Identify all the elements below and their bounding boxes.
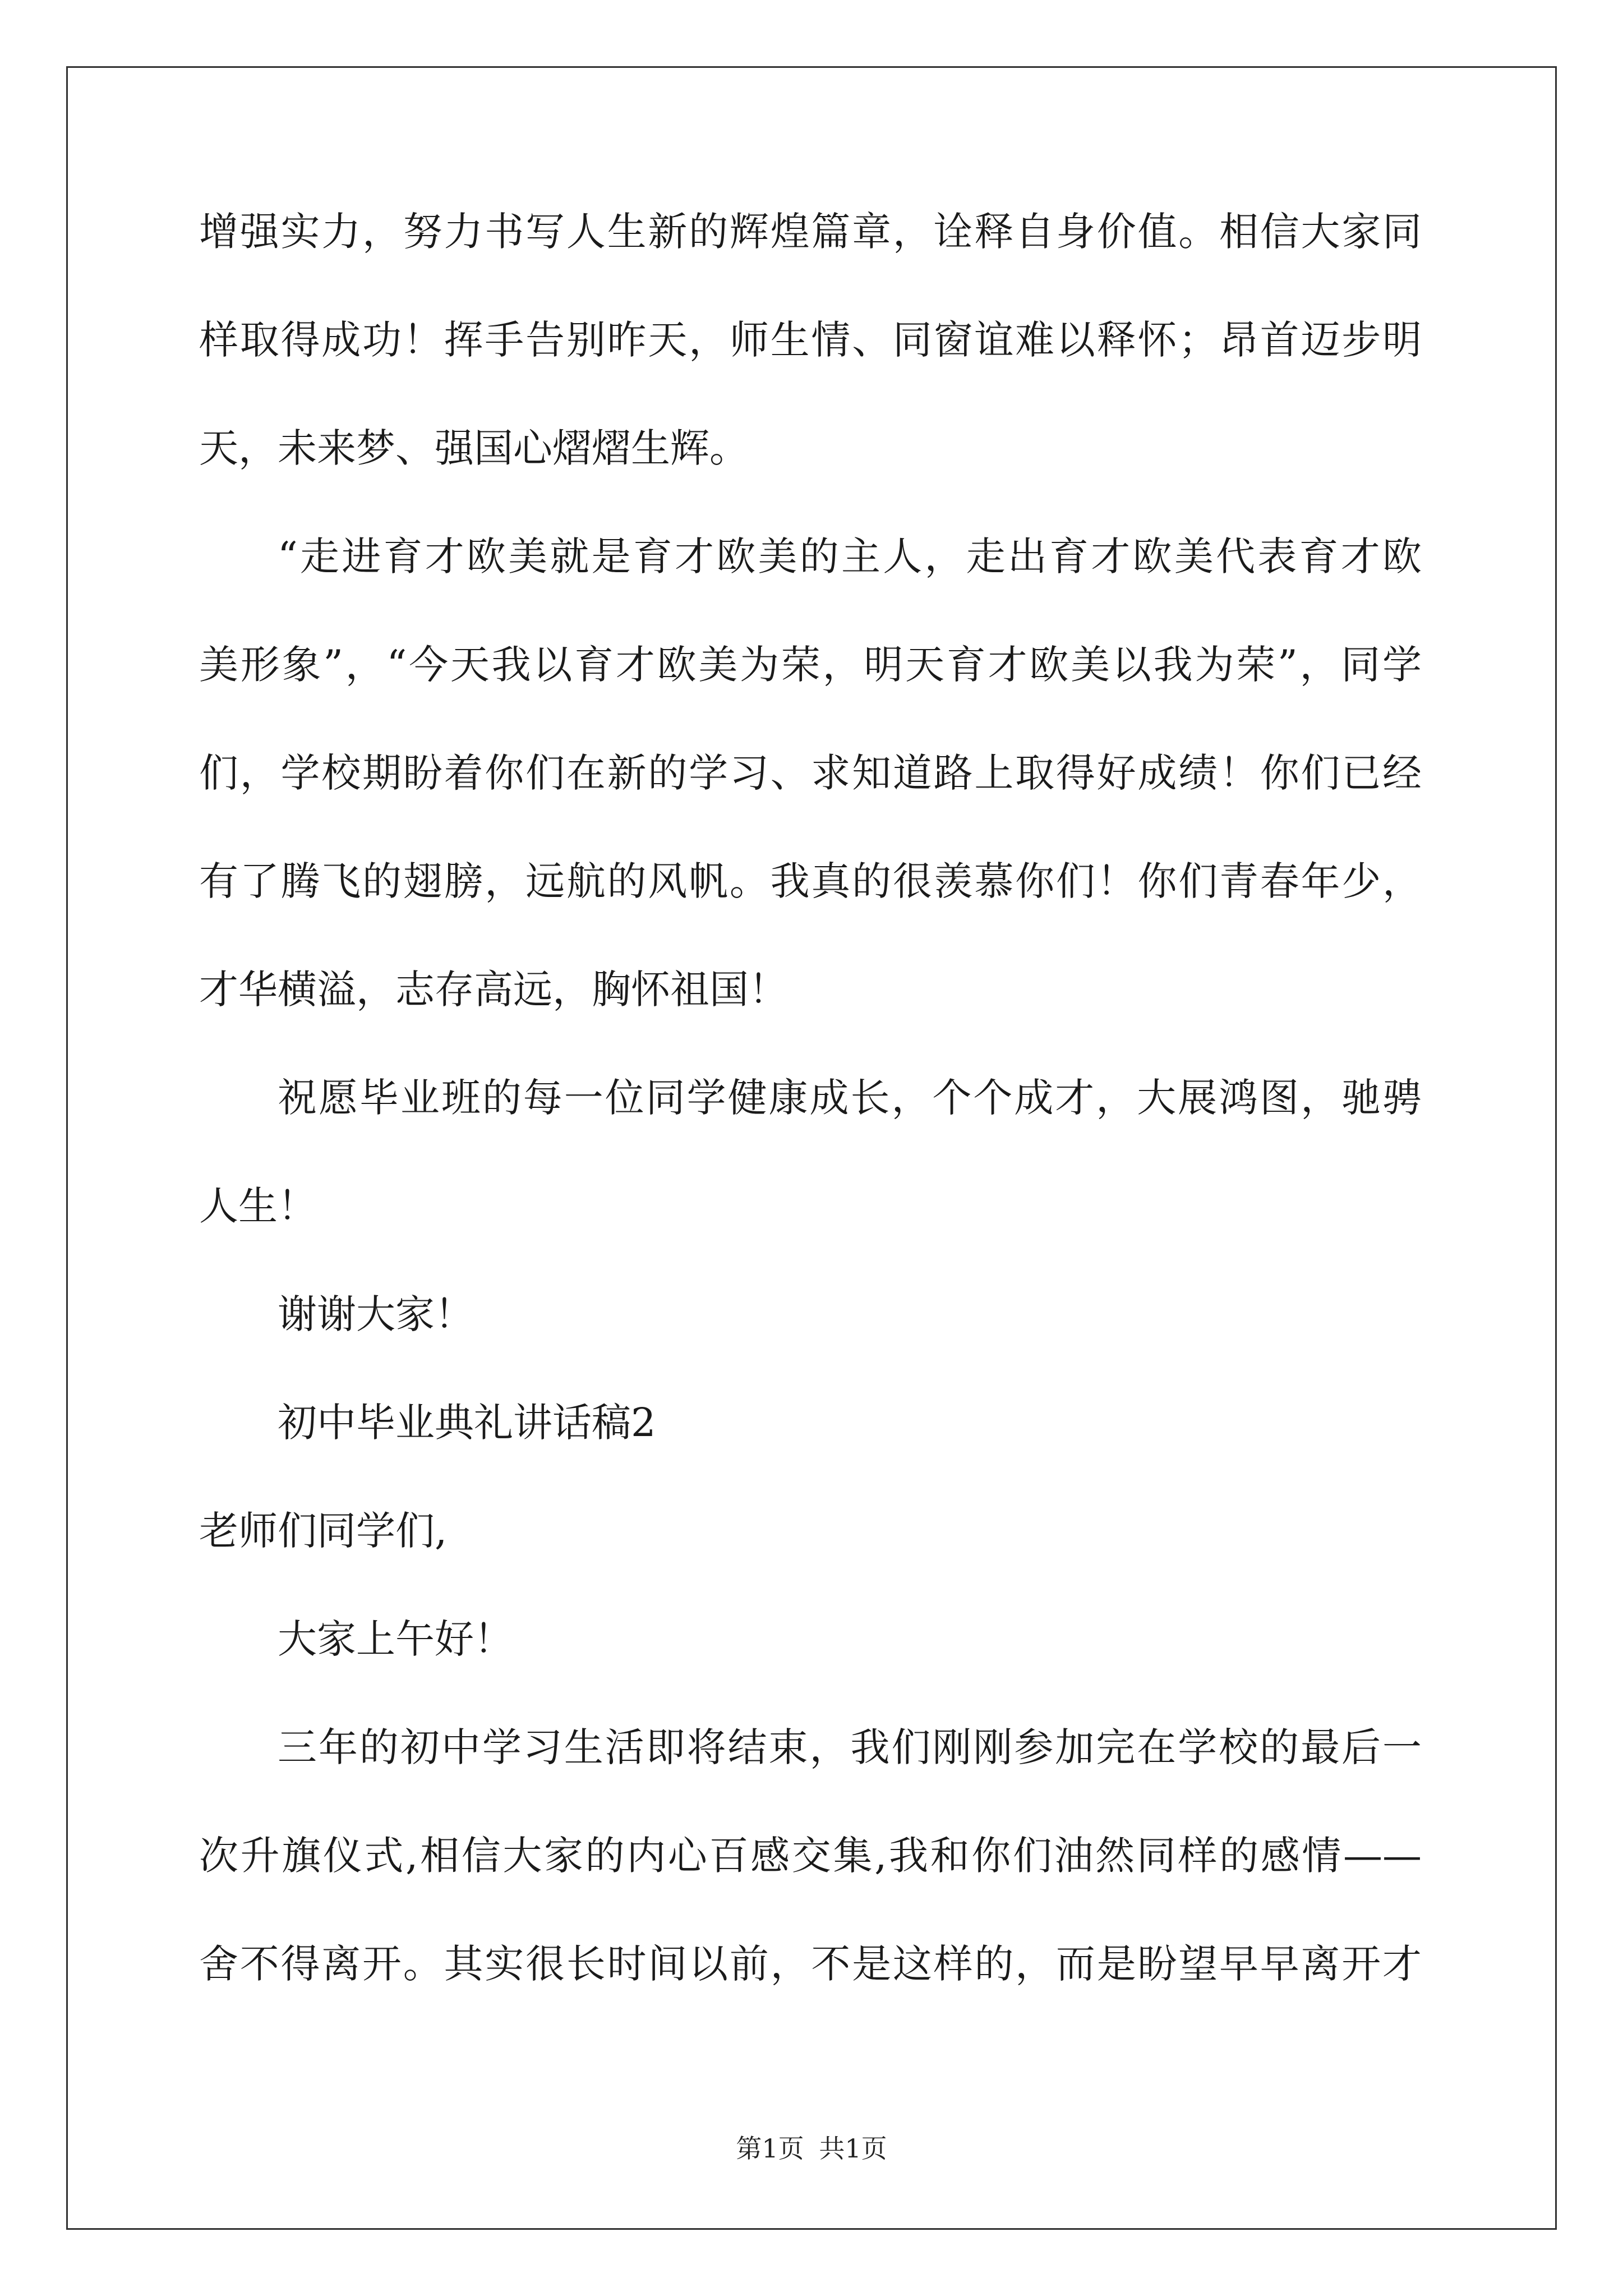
- text-line: 舍不得离开。其实很长时间以前，不是这样的，而是盼望早早离开才: [199, 1941, 1422, 1987]
- salutation: 老师们同学们,: [199, 1508, 448, 1554]
- page-footer: [0, 2132, 1623, 2165]
- text-line: 有了腾飞的翅膀，远航的风帆。我真的很羡慕你们！你们青春年少，: [199, 858, 1422, 904]
- paragraph-start: 三年的初中学习生活即将结束，我们刚刚参加完在学校的最后一: [278, 1724, 1422, 1770]
- text-line: 样取得成功！挥手告别昨天，师生情、同窗谊难以释怀；昂首迈步明: [199, 317, 1422, 363]
- page-total: 共1页: [819, 2133, 887, 2164]
- text-line: 次升旗仪式,相信大家的内心百感交集,我和你们油然同样的感情——: [199, 1833, 1422, 1879]
- section-heading: 初中毕业典礼讲话稿2: [278, 1400, 656, 1446]
- text-line: 美形象”，“今天我以育才欧美为荣，明天育才欧美以我为荣”，同学: [199, 642, 1422, 688]
- greeting: 大家上午好！: [278, 1616, 513, 1662]
- page-border: [66, 66, 1557, 2230]
- text-line: 天，未来梦、强国心熠熠生辉。: [199, 425, 749, 471]
- text-line: 人生！: [199, 1183, 317, 1229]
- text-line: 们，学校期盼着你们在新的学习、求知道路上取得好成绩！你们已经: [199, 750, 1422, 796]
- text-line: 才华横溢，志存高远，胸怀祖国！: [199, 967, 788, 1013]
- thanks-line: 谢谢大家！: [278, 1291, 474, 1337]
- paragraph-start: 祝愿毕业班的每一位同学健康成长，个个成才，大展鸿图，驰骋: [278, 1075, 1422, 1121]
- text-line: 增强实力，努力书写人生新的辉煌篇章，诠释自身价值。相信大家同: [199, 209, 1422, 255]
- page-number: 第1页: [736, 2133, 804, 2164]
- paragraph-start: “走进育才欧美就是育才欧美的主人，走出育才欧美代表育才欧: [278, 533, 1422, 579]
